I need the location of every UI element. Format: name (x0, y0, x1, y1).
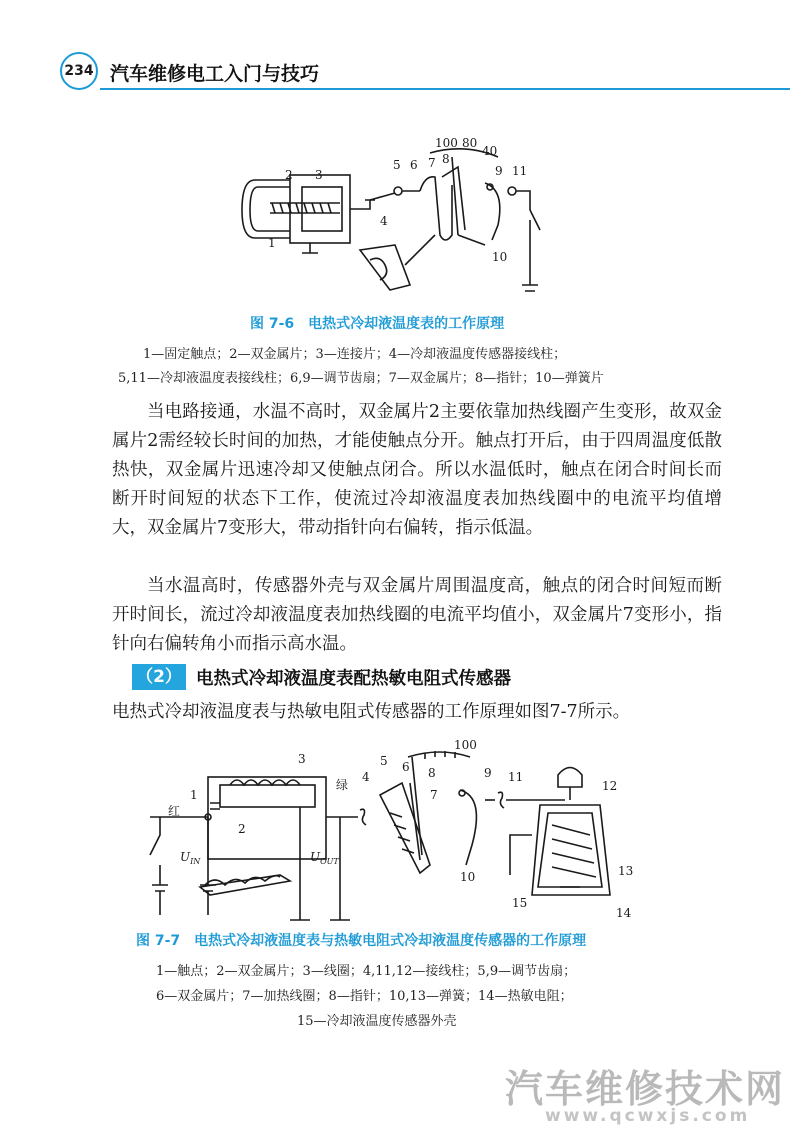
fig2-callout: 8 (428, 766, 436, 780)
fig2-uin: U (180, 850, 191, 864)
fig2-callout: 9 (484, 766, 492, 780)
fig1-callout: 2 (285, 168, 293, 182)
fig1-callout: 5 (393, 158, 401, 172)
fig2-callout: 3 (298, 752, 306, 766)
header-rule (100, 88, 790, 90)
fig1-callout: 3 (315, 168, 323, 182)
fig1-scale: 40 (482, 144, 498, 158)
fig2-callout: 7 (430, 788, 438, 802)
fig2-uin-sub: IN (190, 857, 201, 866)
book-title: 汽车维修电工入门与技巧 (110, 63, 320, 85)
page-header (60, 52, 790, 96)
fig1-callout: 8 (442, 152, 450, 166)
body-paragraph: 电热式冷却液温度表与热敏电阻式传感器的工作原理如图7-7所示。 (112, 702, 631, 722)
figure-7-7-legend-line: 6—双金属片；7—加热线圈；8—指针；10,13—弹簧；14—热敏电阻； (156, 989, 573, 1004)
fig1-callout: 6 (410, 158, 418, 172)
svg-text:UIN (180, 850, 201, 866)
fig1-callout: 10 (492, 250, 508, 264)
fig1-callout: 11 (512, 164, 528, 178)
section-number: （2） (132, 664, 186, 690)
fig2-callout: 14 (616, 906, 632, 920)
fig2-uout: U (310, 850, 321, 864)
fig1-callout: 9 (495, 164, 503, 178)
fig1-scale: 80 (462, 136, 478, 150)
fig2-callout: 6 (402, 760, 410, 774)
fig2-callout: 13 (618, 864, 634, 878)
body-paragraph: 当水温高时，传感器外壳与双金属片周围温度高，触点的闭合时间短而断开时间长，流过冷却液温度表加热线圈的电流平均值小，双金属片7变形小，指针向右偏转角小而指示高水温。 (112, 576, 722, 654)
figure-7-6-diagram (230, 135, 560, 310)
fig2-callout: 10 (460, 870, 476, 884)
section-title: 电热式冷却液温度表配热敏电阻式传感器 (196, 669, 511, 689)
fig1-scale: 100 (435, 136, 458, 150)
watermark-url: www.qcwxjs.com (545, 1106, 751, 1126)
watermark-title: 汽车维修技术网 (505, 1067, 786, 1111)
body-paragraph: 当电路接通，水温不高时，双金属片2主要依靠加热线圈产生变形，故双金属片2需经较长时间的加热，才能使触点分开。触点打开后，由于四周温度低散热快，双金属片迅速冷却又使触点闭合。所以水温低时，触点在闭合时间长而断开时间短的状态下工作，使流过冷却液温度表加热线圈中的电流平均值增大，双金属片7变形大，带动指针向右偏转，指示低温。 (112, 402, 722, 538)
fig2-scale: 100 (454, 738, 477, 752)
fig2-wire-green: 绿 (336, 778, 349, 792)
fig1-callout: 1 (268, 236, 276, 250)
page-number: 234 (60, 52, 98, 90)
fig2-callout: 1 (190, 788, 198, 802)
figure-7-7-legend-line: 1—触点；2—双金属片；3—线圈；4,11,12—接线柱；5,9—调节齿扇； (156, 964, 577, 979)
fig2-callout: 11 (508, 770, 524, 784)
section-heading (132, 664, 692, 690)
fig2-wire-red: 红 (168, 804, 181, 818)
fig2-callout: 15 (512, 896, 528, 910)
fig2-uout-sub: OUT (320, 857, 339, 866)
figure-7-6-legend-line: 1—固定触点；2—双金属片；3—连接片；4—冷却液温度传感器接线柱； (143, 347, 567, 362)
figure-7-6-legend-line: 5,11—冷却液温度表接线柱；6,9—调节齿扇；7—双金属片；8—指针；10—弹簧片 (118, 371, 604, 386)
figure-7-7-caption: 图 7-7 电热式冷却液温度表与热敏电阻式冷却液温度传感器的工作原理 (136, 933, 587, 949)
fig2-callout: 5 (380, 754, 388, 768)
fig2-callout: 12 (602, 779, 618, 793)
figure-7-7-legend-line: 15—冷却液温度传感器外壳 (297, 1014, 457, 1029)
fig1-callout: 7 (428, 156, 436, 170)
figure-7-7-diagram (140, 735, 650, 925)
fig1-callout: 4 (380, 214, 388, 228)
fig2-callout: 2 (238, 822, 246, 836)
watermark (505, 1058, 785, 1130)
fig2-callout: 4 (362, 770, 370, 784)
svg-text:UOUT (310, 850, 339, 866)
figure-7-6-caption: 图 7-6 电热式冷却液温度表的工作原理 (250, 316, 505, 332)
